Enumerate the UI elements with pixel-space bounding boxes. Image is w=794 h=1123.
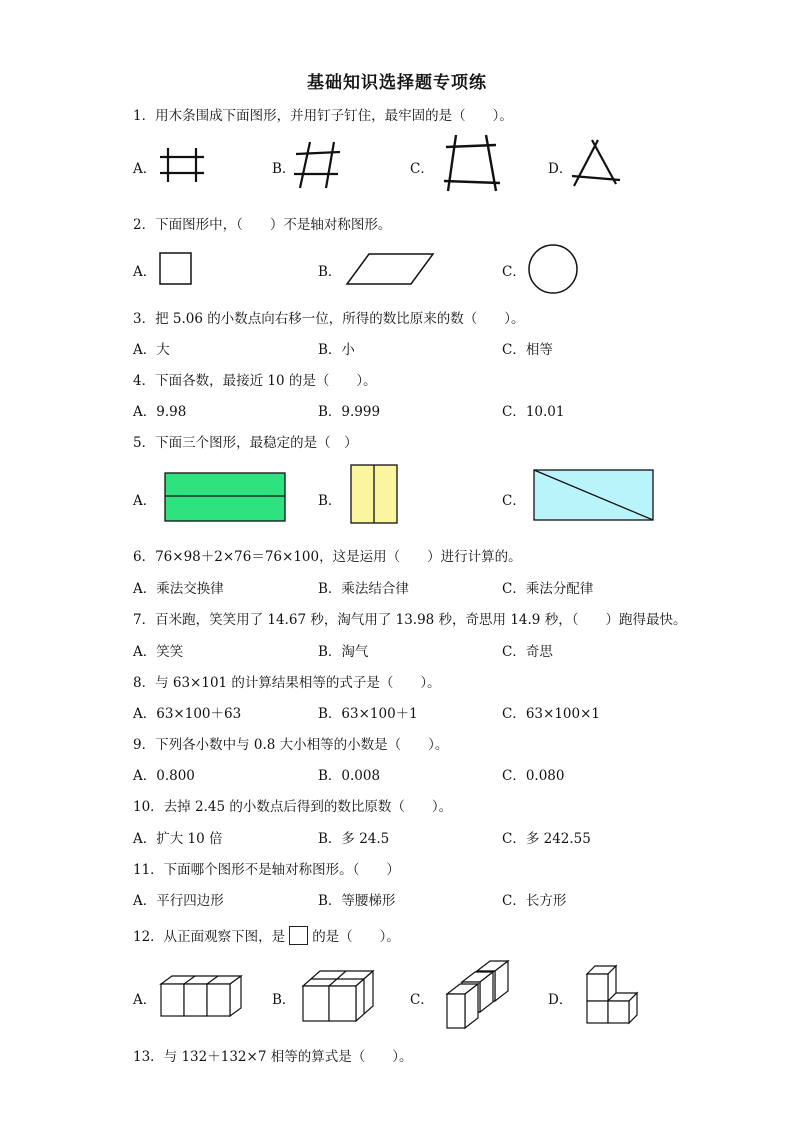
page-title: 基础知识选择题专项练 — [307, 73, 487, 93]
q6-option-b: B．乘法结合律 — [318, 581, 409, 597]
q12-square-view-icon — [289, 926, 308, 945]
question-7: 7．百米跑，笑笑用了 14.67 秒，淘气用了 13.98 秒，奇思用 14.9 秒，（ ）跑得最快。 — [133, 612, 687, 628]
q12-text-after: 的是（ ）。 — [312, 929, 400, 945]
q5-option-b-label: B． — [318, 493, 342, 509]
q10-option-c: C．多 242.55 — [502, 831, 591, 847]
q6-option-a: A．乘法交换律 — [133, 581, 224, 597]
q12-text-before: 12．从正面观察下图，是 — [133, 929, 286, 945]
q12-figure-a-three-cubes-row — [158, 973, 244, 1019]
q1-option-d-label: D． — [548, 161, 573, 177]
q1-figure-a — [158, 145, 208, 185]
q5-figure-yellow-rectangle — [350, 464, 400, 526]
question-1: 1．用木条围成下面图形，并用钉子钉住，最牢固的是（ ）。 — [133, 108, 513, 124]
q9-option-a: A．0.800 — [133, 768, 195, 784]
question-5: 5．下面三个图形，最稳定的是（ ） — [133, 435, 358, 451]
q3-option-b: B．小 — [318, 342, 355, 358]
q6-option-c: C．乘法分配律 — [502, 581, 594, 597]
q9-option-c: C．0.080 — [502, 768, 565, 784]
q12-figure-d-l-shape-cubes — [584, 963, 642, 1027]
question-3: 3．把 5.06 的小数点向右移一位，所得的数比原来的数（ ）。 — [133, 311, 525, 327]
question-6: 6．76×98＋2×76＝76×100，这是运用（ ）进行计算的。 — [133, 549, 522, 565]
q3-option-a: A．大 — [133, 342, 170, 358]
question-9: 9．下列各小数中与 0.8 大小相等的小数是（ ）。 — [133, 737, 449, 753]
q4-option-c: C．10.01 — [502, 404, 565, 420]
question-8: 8．与 63×101 的计算结果相等的式子是（ ）。 — [133, 675, 441, 691]
q4-option-b: B．9.999 — [318, 404, 381, 420]
q12-figure-b-cube-block — [298, 968, 378, 1024]
question-4: 4．下面各数，最接近 10 的是（ ）。 — [133, 373, 377, 389]
q12-option-d-label: D． — [548, 992, 573, 1008]
question-12 — [133, 925, 400, 945]
q5-figure-green-rectangle — [164, 472, 288, 524]
q3-option-c: C．相等 — [502, 342, 553, 358]
q2-option-b-label: B． — [318, 264, 342, 280]
q7-option-c: C．奇思 — [502, 644, 553, 660]
q8-option-a: A．63×100＋63 — [133, 706, 242, 722]
q2-figure-square — [158, 251, 194, 287]
q11-option-c: C．长方形 — [502, 893, 567, 909]
question-2: 2．下面图形中，（ ）不是轴对称图形。 — [133, 217, 392, 233]
question-11: 11．下面哪个图形不是轴对称图形。（ ） — [133, 862, 400, 878]
q10-option-a: A．扩大 10 倍 — [133, 831, 223, 847]
q5-option-c-label: C． — [502, 493, 526, 509]
q1-option-a-label: A． — [133, 161, 157, 177]
q7-option-b: B．淘气 — [318, 644, 369, 660]
q2-figure-circle — [526, 243, 580, 297]
q11-option-a: A．平行四边形 — [133, 893, 224, 909]
q4-option-a: A．9.98 — [133, 404, 187, 420]
q8-option-c: C．63×100×1 — [502, 706, 600, 722]
q1-figure-d — [570, 138, 622, 190]
q12-option-a-label: A． — [133, 992, 157, 1008]
q5-option-a-label: A． — [133, 493, 157, 509]
q11-option-b: B．等腰梯形 — [318, 893, 396, 909]
q9-option-b: B．0.008 — [318, 768, 381, 784]
q1-figure-b — [292, 140, 344, 190]
question-13: 13．与 132＋132×7 相等的算式是（ ）。 — [133, 1049, 413, 1065]
q2-option-c-label: C． — [502, 264, 526, 280]
q8-option-b: B．63×100＋1 — [318, 706, 418, 722]
q5-figure-cyan-rectangle — [533, 469, 657, 523]
question-10: 10．去掉 2.45 的小数点后得到的数比原数（ ）。 — [133, 799, 453, 815]
q1-option-c-label: C． — [410, 161, 434, 177]
q2-option-a-label: A． — [133, 264, 157, 280]
q7-option-a: A．笑笑 — [133, 644, 184, 660]
q1-option-b-label: B． — [272, 161, 296, 177]
q1-figure-c — [440, 133, 504, 195]
q2-figure-parallelogram — [345, 252, 437, 286]
q12-option-c-label: C． — [410, 992, 434, 1008]
q12-option-b-label: B． — [272, 992, 296, 1008]
q10-option-b: B．多 24.5 — [318, 831, 390, 847]
q12-figure-c-stepped-cubes — [444, 958, 514, 1032]
